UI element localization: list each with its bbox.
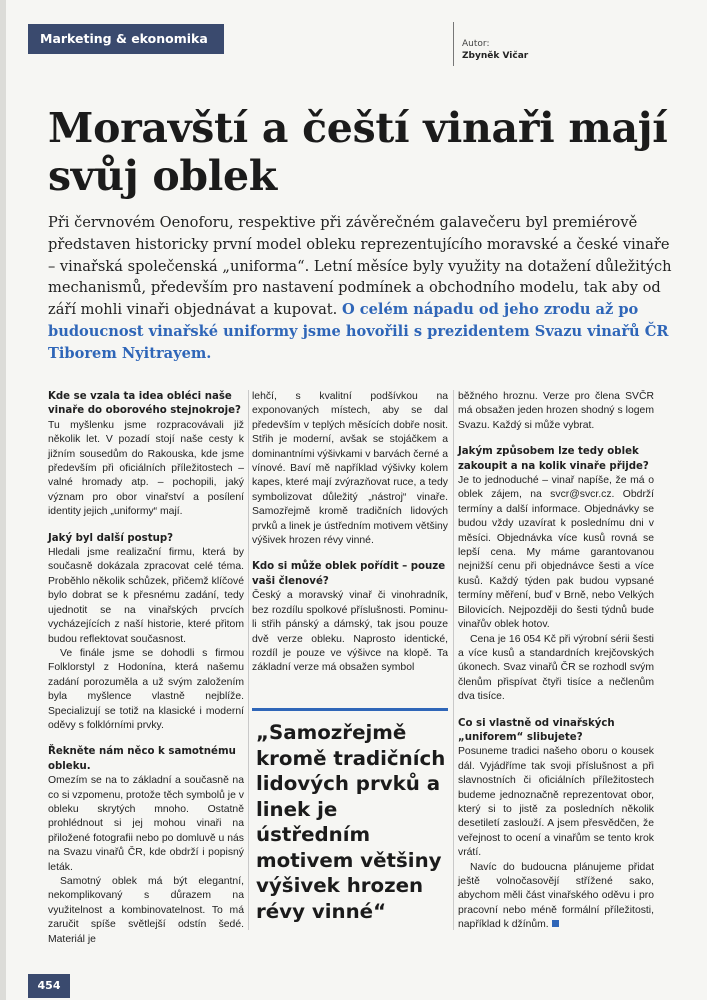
author-divider [453,22,454,66]
column-2 [252,390,448,676]
answer-paragraph: Ve finále jsme se dohodli s firmou Folklorstyl z Hodonína, která našemu zadání porozuměla a už svým založením byla myšlence vlastně nejblíže. Specializují se totiž na klasické i moderní oděvy s folklórními prvky. [48,647,244,731]
closing-text: Navíc do budoucna plánujeme přidat ještě volnočasovějí střížené sako, abychom měli část vinařského oděvu i pro pracovní nebo méně formální příležitosti, například k džínům. [458,861,654,931]
column-3 [458,390,654,933]
answer-paragraph: běžného hroznu. Verze pro člena SVČR má obsažen jeden hrozen shodný s logem Svazu. Každý si může vybrat. [458,391,654,431]
page-edge [0,0,6,1000]
pull-quote: „Samozřejmě kromě tradičních lidových prvků a linek je ústředním motivem většiny výšivek hrozen révy vinné“ [256,721,446,923]
answer-paragraph: lehčí, s kvalitní podšívkou na exponovaných místech, aby se dal především v teplých měsících dobře nosit. Střih je moderní, avšak se stojáčkem a dominantními výšivkami v barvách černé a vínové. Baví mě například výšivky kolem kapes, které mají zvýrazňovat ruce, a tedy symbolizovat důležitý „nástroj“ vinaře. Samozřejmě kromě tradičních lidových prvků a linek je ústředním motivem většiny výšivek hrozen révy vinné. [252,391,448,547]
section-tag: Marketing & ekonomika [28,24,224,54]
article-lead [48,212,672,365]
question: Jaký byl další postup? [48,532,174,544]
column-1 [48,390,244,947]
question: Co si vlastně od vinařských „uniforem“ slibujete? [458,717,615,743]
answer-paragraph [458,861,654,933]
lead-text: Při červnovém Oenoforu, respektive při závěrečném galavečeru byl premiérově představen historicky první model obleku reprezentujícího moravské a české vinaře – vinařská společenská „uniforma“. Letní měsíce byly využity na dotažení důležitých mechanismů, především pro nastavení podmínek a obchodního modelu, tak aby od září mohli vinaři objednávat a kupovat. [48,214,672,319]
end-of-article-mark [552,920,559,927]
column-divider [248,390,249,930]
author-label: Autor: [462,39,490,49]
pull-quote-rule [252,708,448,711]
column-divider [453,390,454,930]
question: Řekněte nám něco k samotnému obleku. [48,746,236,772]
answer-paragraph: Posuneme tradici našeho oboru o kousek dál. Vyjádříme tak svoji příslušnost a při slavnostních či oficiálních příležitostech budeme jednoznačně reprezentovat obor, který si to jistě za posledních několik desetiletí zaslouží. A jsem přesvědčen, že veřejnost to ocení a vinařům se tento krok vrátí. [458,746,654,859]
answer-paragraph: Hledali jsme realizační firmu, která by současně dokázala zpracovat celé téma. Proběhlo několik schůzek, přičemž klíčové bylo dobrat se k přesnému zadání, tedy ujednotit se na vinařských prvcích vycházejících z naší historie, které přitom budou reflektovat současnost. [48,547,244,645]
answer-paragraph: Tu myšlenku jsme rozpracovávali již několik let. V pozadí stojí naše cesty k jižním sousedům do Rakouska, kde jsme především při oficiálních příležitostech – valné hromady atp. – pochopili, jaký význam pro obor vinařství a posílení identity jejich „uniformy“ mají. [48,419,244,518]
answer-paragraph: Omezím se na to základní a současně na co si vzpomenu, protože těch symbolů je v obleku skrytých mnoho. Ostatně prohlédnout si jej mohou vinaři na přiložené fotografii nebo po domluvě u nás na Svazu vinařů ČR, kde obdrží i popisný leták. [48,775,244,873]
question: Kde se vzala ta idea obléci naše vinaře do oborového stejnokroje? [48,391,241,417]
author-name: Zbyněk Vičar [462,51,529,61]
answer-paragraph: Je to jednoduché – vinař napíše, že má o oblek zájem, na svcr@svcr.cz. Obdrží termíny a další informace. Objednávky se budou vždy uzavírat k poslednímu dni v měsíci. Objednávka více kusů rovná se lepší cena. My máme garantovanou nejnižší cenu při objednávce šesti a více kusů. Každý týden pak budou vypsané termíny měření, buď v Brně, nebo Velkých Bilovicích. Nejpozději do šesti týdnů bude vinařův oblek hotov. [458,475,654,631]
article-title: Moravští a čeští vinaři mají svůj oblek [48,104,668,200]
question: Jakým způsobem lze tedy oblek zakoupit a na kolik vinaře přijde? [458,446,649,472]
question: Kdo si může oblek pořídit – pouze vaši členové? [252,561,446,587]
answer-paragraph: Cena je 16 054 Kč při výrobní sérii šesti a více kusů a standardních krejčovských úkonech. Svaz vinařů ČR se rozhodl svým členům přispívat čtyři tisíce a nečlenům dva tisíce. [458,633,654,703]
lead-highlight: O celém nápadu od jeho zrodu až po budoucnost vinařské uniformy jsme hovořili s prezidentem Svazu vinařů ČR Tiborem Nyitrayem. [48,301,669,362]
answer-paragraph: Samotný oblek má být elegantní, nekomplikovaný s důrazem na využitelnost a kombinovatelnost. To má zaručit spíše světlejší odstín šedé. Materiál je [48,876,244,945]
page-number: 454 [28,974,70,998]
answer-paragraph: Český a moravský vinař či vinohradník, bez rozdílu spolkové příslušnosti. Pominu-li střih pánský a dámský, tak jsou pouze dvě verze obleku. Naprosto identické, rozdíl je pouze ve výšivce na klopě. Ta základní verze má obsažen symbol [252,590,448,674]
